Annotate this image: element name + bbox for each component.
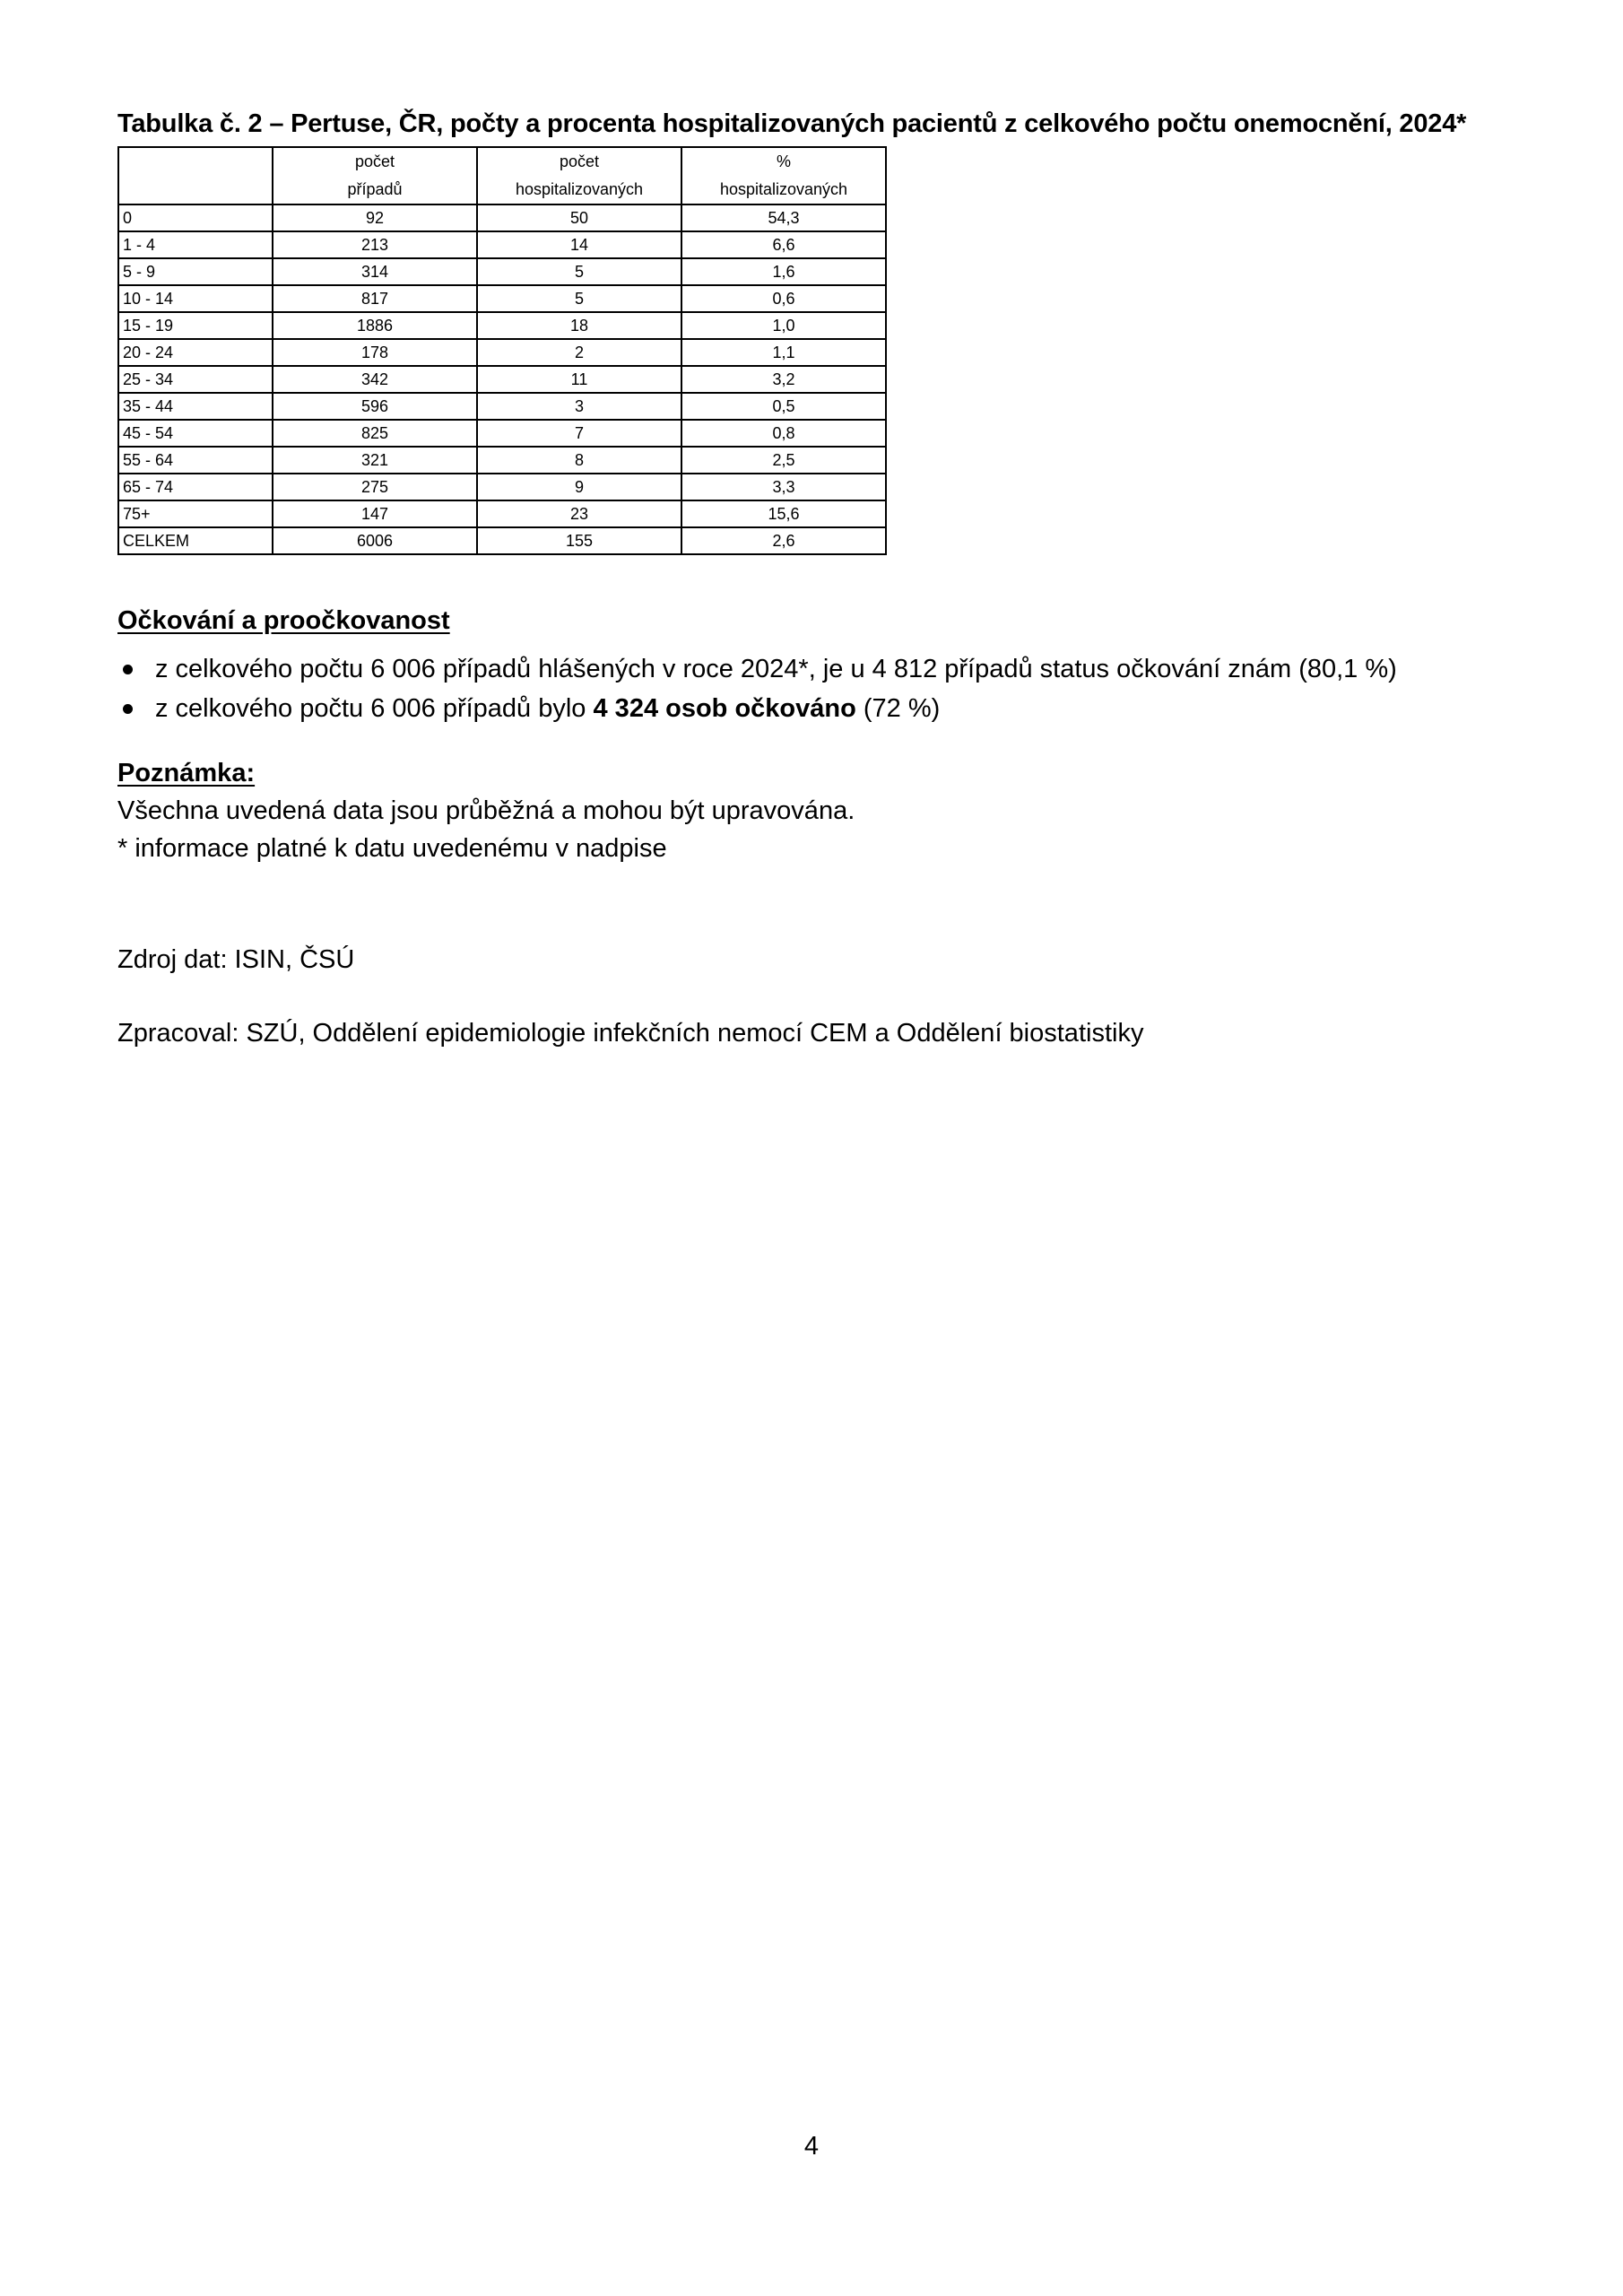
cell-cases: 321 (273, 447, 477, 474)
cell-percent: 54,3 (681, 204, 886, 231)
cell-cases: 342 (273, 366, 477, 393)
cell-hospitalized: 14 (477, 231, 681, 258)
table-row (118, 339, 886, 366)
cell-cases: 213 (273, 231, 477, 258)
cell-percent: 2,5 (681, 447, 886, 474)
bullet-icon (123, 704, 133, 714)
note-line-1: Všechna uvedená data jsou průběžná a mohou být upravována. (117, 796, 855, 825)
cell-percent: 0,8 (681, 420, 886, 447)
header-percent-line2: hospitalizovaných (719, 180, 848, 198)
note-heading: Poznámka: (117, 759, 256, 787)
cell-age-group: 15 - 19 (118, 312, 273, 339)
cell-percent: 0,5 (681, 393, 886, 420)
cell-cases: 275 (273, 474, 477, 500)
vaccination-bullet-1-text: z celkového počtu 6 006 případů hlášených v roce 2024*, je u 4 812 případů status očkování znám (80,1 %) (155, 655, 1397, 683)
vaccination-bullet-2 (117, 689, 1397, 728)
table-row (118, 474, 886, 500)
header-cases-line1: počet (354, 152, 395, 170)
table-row (118, 393, 886, 420)
table-row (118, 231, 886, 258)
table-row (118, 258, 886, 285)
cell-hospitalized: 18 (477, 312, 681, 339)
cell-hospitalized: 50 (477, 204, 681, 231)
table-header-row (118, 147, 886, 204)
processed-by: Zpracoval: SZÚ, Oddělení epidemiologie infekčních nemocí CEM a Oddělení biostatistiky (117, 1019, 1144, 1048)
table-row (118, 285, 886, 312)
cell-percent: 1,0 (681, 312, 886, 339)
cell-age-group: 0 (118, 204, 273, 231)
vaccination-bullet-2-prefix: z celkového počtu 6 006 případů bylo (155, 694, 594, 723)
cell-age-group: 5 - 9 (118, 258, 273, 285)
cell-age-group: CELKEM (118, 527, 273, 554)
cell-hospitalized: 3 (477, 393, 681, 420)
cell-hospitalized: 23 (477, 500, 681, 527)
table-body (118, 204, 886, 554)
vaccination-list (117, 649, 1397, 728)
header-cases-line2: případů (347, 180, 403, 198)
cell-cases: 178 (273, 339, 477, 366)
cell-hospitalized: 5 (477, 258, 681, 285)
cell-percent: 0,6 (681, 285, 886, 312)
cell-cases: 147 (273, 500, 477, 527)
cell-age-group: 25 - 34 (118, 366, 273, 393)
data-source: Zdroj dat: ISIN, ČSÚ (117, 945, 355, 974)
cell-percent: 6,6 (681, 231, 886, 258)
cell-percent: 3,3 (681, 474, 886, 500)
table-row (118, 420, 886, 447)
table-row (118, 500, 886, 527)
vaccination-bullet-2-suffix: (72 %) (855, 694, 941, 723)
cell-age-group: 35 - 44 (118, 393, 273, 420)
table-row (118, 527, 886, 554)
bullet-icon (123, 665, 133, 674)
cell-hospitalized: 7 (477, 420, 681, 447)
vaccination-bullet-2-bold: 4 324 osob očkováno (593, 694, 856, 723)
cell-percent: 3,2 (681, 366, 886, 393)
note-line-2: * informace platné k datu uvedenému v nadpise (117, 834, 667, 863)
cell-cases: 92 (273, 204, 477, 231)
cell-percent: 1,1 (681, 339, 886, 366)
table-title: Tabulka č. 2 – Pertuse, ČR, počty a procenta hospitalizovaných pacientů z celkového počtu onemocnění, 2024* (117, 109, 1467, 138)
cell-hospitalized: 155 (477, 527, 681, 554)
cell-cases: 825 (273, 420, 477, 447)
cell-age-group: 75+ (118, 500, 273, 527)
vaccination-heading: Očkování a proočkovanost (117, 606, 450, 635)
cell-percent: 2,6 (681, 527, 886, 554)
cell-age-group: 45 - 54 (118, 420, 273, 447)
cell-age-group: 65 - 74 (118, 474, 273, 500)
header-age (118, 147, 273, 204)
cell-cases: 596 (273, 393, 477, 420)
cell-hospitalized: 9 (477, 474, 681, 500)
header-percent (681, 147, 886, 204)
header-hospitalized-line2: hospitalizovaných (515, 180, 644, 198)
cell-percent: 15,6 (681, 500, 886, 527)
cell-hospitalized: 11 (477, 366, 681, 393)
cell-age-group: 1 - 4 (118, 231, 273, 258)
cell-hospitalized: 2 (477, 339, 681, 366)
cell-cases: 314 (273, 258, 477, 285)
cell-percent: 1,6 (681, 258, 886, 285)
vaccination-bullet-1 (117, 649, 1397, 689)
cell-hospitalized: 8 (477, 447, 681, 474)
header-percent-line1: % (776, 152, 791, 170)
hospitalization-table (117, 146, 887, 555)
cell-cases: 6006 (273, 527, 477, 554)
table-row (118, 204, 886, 231)
header-hospitalized-line1: počet (559, 152, 600, 170)
cell-cases: 1886 (273, 312, 477, 339)
cell-cases: 817 (273, 285, 477, 312)
cell-hospitalized: 5 (477, 285, 681, 312)
cell-age-group: 55 - 64 (118, 447, 273, 474)
table-row (118, 312, 886, 339)
table-row (118, 447, 886, 474)
header-cases (273, 147, 477, 204)
cell-age-group: 20 - 24 (118, 339, 273, 366)
table-row (118, 366, 886, 393)
page-number: 4 (803, 2132, 820, 2161)
header-hospitalized (477, 147, 681, 204)
cell-age-group: 10 - 14 (118, 285, 273, 312)
